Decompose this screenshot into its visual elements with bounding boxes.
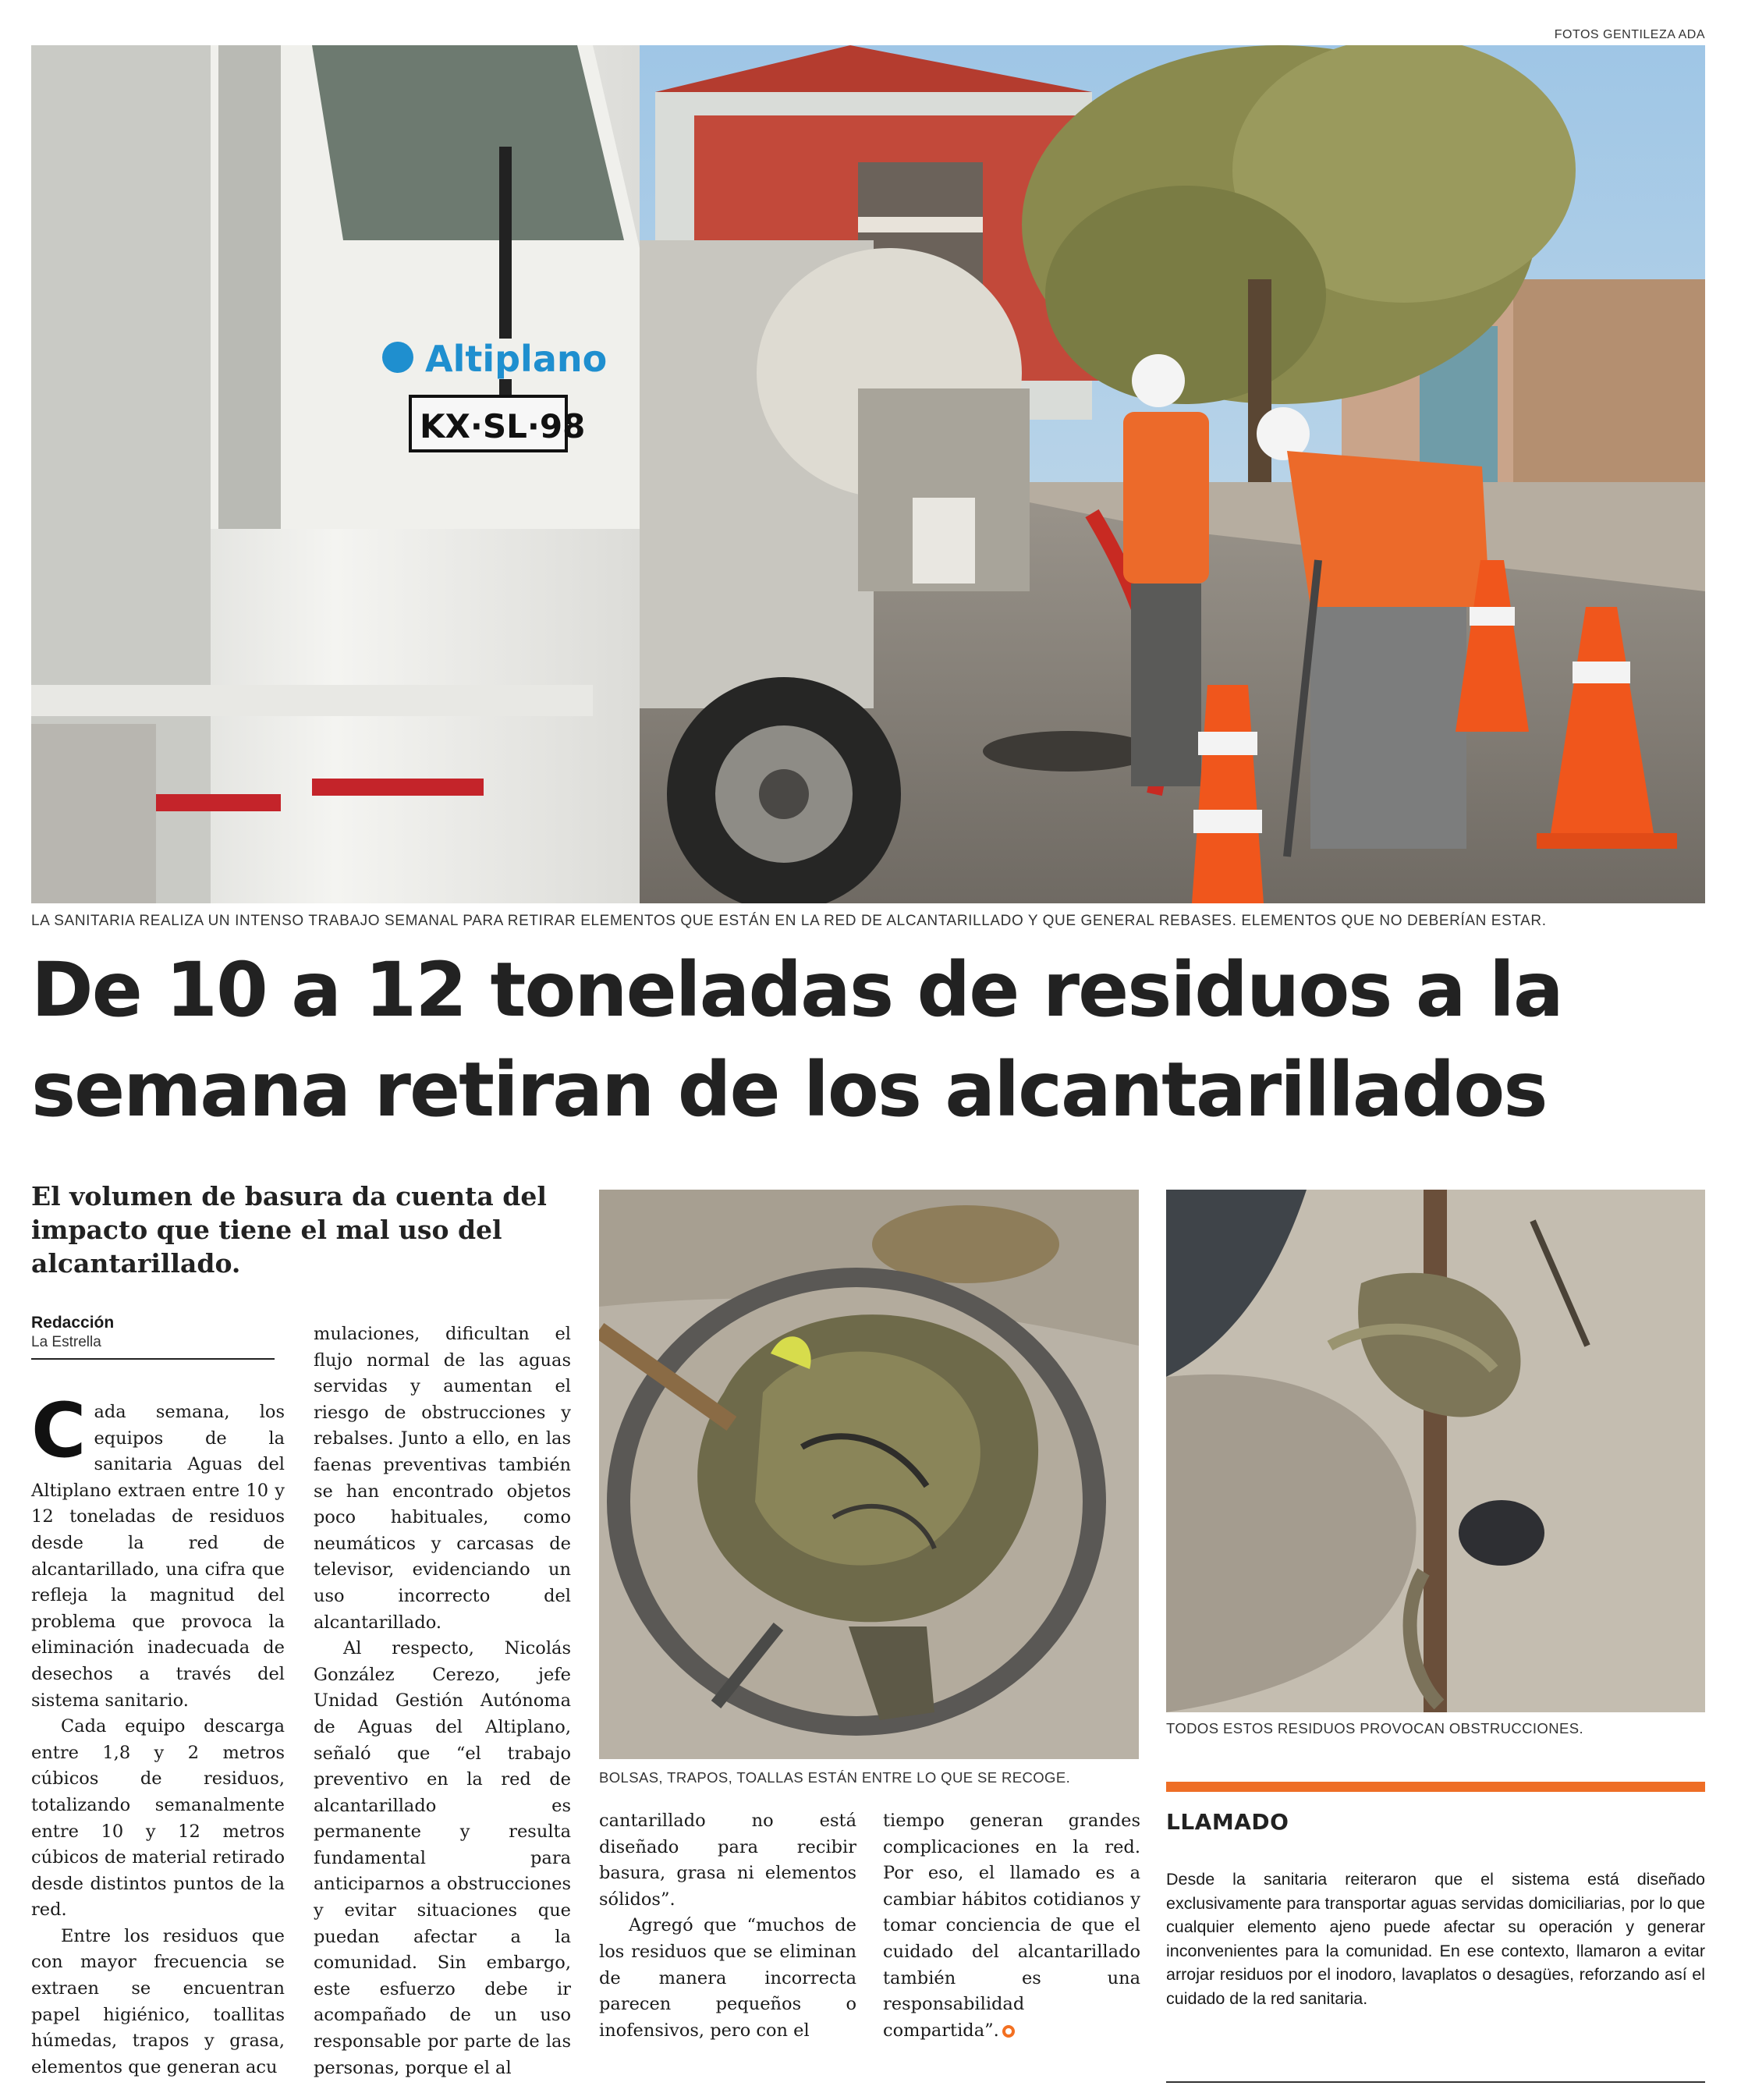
end-mark-icon [1002, 2025, 1015, 2038]
body-column-2 [314, 1321, 571, 2081]
body-paragraph-4-cont: cantarillado no está diseñado para recibir basura, grasa ni elementos sólidos”. [599, 1811, 856, 1910]
headline [31, 940, 1716, 1140]
truck-brand: Altiplano [425, 338, 608, 380]
sidebar-text: Desde la sanitaria reiteraron que el sistema está diseñado exclusivamente para transportar aguas servidas domiciliarias, por lo que cualquier elemento ajeno puede afectar su operación y generar inconvenientes para la comunidad. En ese contexto, llamaron a evitar arrojar residuos por el inodoro, lavaplatos o desagües, reforzando así el cuidado de la red sanitaria. [1166, 1870, 1705, 2008]
byline-author: Redacción [31, 1314, 115, 1332]
body-text-end: tiempo generan grandes complicaciones en la red. Por eso, el llamado es a cambiar hábitos cotidianos y tomar conciencia de que el cuidado del alcantarillado también es una responsabilidad compartida”. [883, 1811, 1140, 2041]
drop-cap: C [31, 1387, 87, 1474]
body-column-1 [31, 1387, 285, 2080]
body-paragraph-5-cont [883, 1808, 1140, 2044]
main-photo-caption: LA SANITARIA REALIZA UN INTENSO TRABAJO SEMANAL PARA RETIRAR ELEMENTOS QUE ESTÁN EN LA RED DE ALCANTARILLADO Y QUE GENERAL REBASES. ELEMENTOS QUE NO DEBERÍAN ESTAR. [31, 913, 1547, 929]
sidebar-title: LLAMADO [1166, 1809, 1289, 1835]
body-column-4 [883, 1808, 1140, 2044]
body-paragraph-1 [31, 1387, 285, 1714]
body-paragraph-2: Cada equipo descarga entre 1,8 y 2 metros cúbicos de residuos, totalizando semanalmente entre 10 y 12 metros cúbicos de material retirado desde distintos puntos de la red. [31, 1716, 285, 1921]
rod-photo-caption: TODOS ESTOS RESIDUOS PROVOCAN OBSTRUCCIONES. [1166, 1720, 1584, 1736]
rod-photo [1166, 1190, 1705, 1712]
body-column-3 [599, 1808, 856, 2044]
headline-line-1: De 10 a 12 toneladas de residuos a la [31, 946, 1562, 1034]
subheadline: El volumen de basura da cuenta del impacto que tiene el mal uso del alcantarillado. [31, 1181, 547, 1279]
trash-photo [599, 1190, 1139, 1759]
trash-photo-caption: BOLSAS, TRAPOS, TOALLAS ESTÁN ENTRE LO QUE SE RECOGE. [599, 1769, 1071, 1786]
truck-plate: KX·SL·98 [420, 407, 586, 445]
body-paragraph-5: Agregó que “muchos de los residuos que se eliminan de manera incorrecta parecen pequeños o inofensivos, pero con el [599, 1915, 856, 2041]
main-photo [31, 45, 1705, 903]
body-paragraph-3: Entre los residuos que con mayor frecuencia se extraen se encuentran papel higiénico, toallitas húmedas, trapos y grasa, elementos que generan acu [31, 1925, 285, 2077]
body-text: ada semana, los equipos de la sanitaria Aguas del Altiplano extraen entre 10 y 12 toneladas de residuos desde la red de alcantarillado, una cifra que refleja la magnitud del problema que provoca la eliminación inadecuada de desechos a través del sistema sanitario. [31, 1402, 285, 1711]
photo-credit: FOTOS GENTILEZA ADA [1554, 28, 1705, 41]
body-paragraph-4: Al respecto, Nicolás González Cerezo, jefe Unidad Gestión Autónoma de Aguas del Altiplano, señaló que “el trabajo preventivo en la red de alcantarillado es permanente y resulta fundamental para anticiparnos a obstrucciones y evitar situaciones que puedan afectar a la comunidad. Sin embargo, este esfuerzo debe ir acompañado de un uso responsable por parte de las personas, porque el al [314, 1638, 571, 2078]
byline-publication: La Estrella [31, 1334, 101, 1350]
headline-line-2: semana retiran de los alcantarillados [31, 1046, 1547, 1133]
sidebar-accent-rule [1166, 1782, 1705, 1792]
sidebar-bottom-rule [1166, 2081, 1705, 2083]
body-paragraph-3-cont: mulaciones, dificultan el flujo normal de las aguas servidas y aumentan el riesgo de obstrucciones y rebalses. Junto a ello, en las faenas preventivas también se han encontrado objetos poco habituales, como neumáticos y carcasas de televisor, evidenciando un uso incorrecto del alcantarillado. [314, 1324, 571, 1633]
byline [31, 1313, 275, 1360]
